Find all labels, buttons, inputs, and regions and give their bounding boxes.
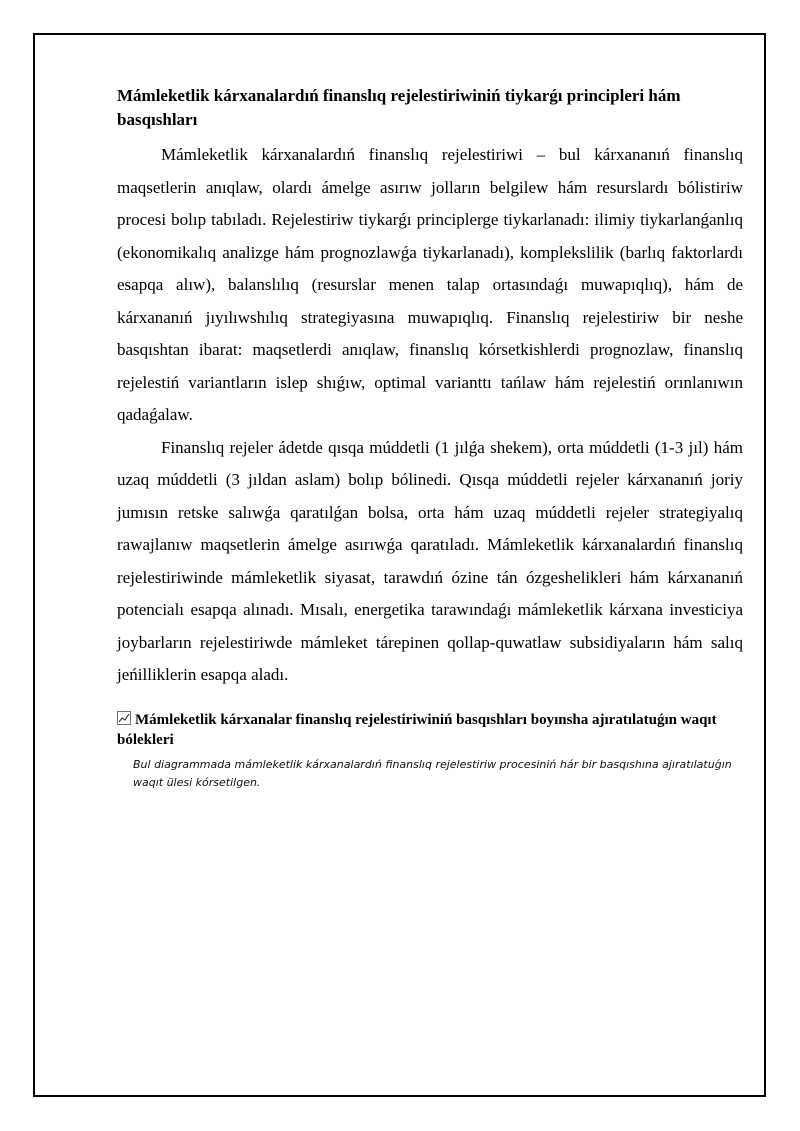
document-body — [117, 84, 743, 792]
paragraph-principles: Mámleketlik kárxanalardıń finanslıq rejelestiriwi – bul kárxananıń finanslıq maqsetlerin anıqlaw, olardı ámelge asırıw jolların belgilew hám resurslardı bólistiriw procesi bolıp tabıladı. Rejelestiriw tiykarǵı principlerge tiykarlanadı: ilimiy tiykarlanǵanlıq (ekonomikalıq analizge hám prognozlawǵa tiykarlanadı), komplekslilik (barlıq faktorlardı esapqa alıw), balanslılıq (resurslar menen talap ortasındaǵı muwapıqlıq), hám de kárxananıń jıyılıwshılıq strategiyasına muwapıqlıq. Finanslıq rejelestiriw bir neshe basqıshtan ibarat: maqsetlerdi anıqlaw, finanslıq kórsetkishlerdi prognozlaw, finanslıq rejelestiń variantların islep shıǵıw, optimal varianttı tańlaw hám rejelestiń orınlanıwın qadaǵalaw. — [117, 145, 743, 424]
figure-title-text: Mámleketlik kárxanalar finanslıq rejelestiriwiniń basqıshları boyınsha ajıratılatuǵın waqıt bólekleri — [117, 711, 717, 748]
chart-increasing-icon — [117, 711, 131, 725]
section-heading: Mámleketlik kárxanalardıń finanslıq rejelestiriwiniń tiykarǵı principleri hám basqıshları — [117, 86, 681, 129]
paragraph-plan-types: Finanslıq rejeler ádetde qısqa múddetli (1 jılǵa shekem), orta múddetli (1-3 jıl) hám uzaq múddetli (3 jıldan aslam) bolıp bólinedi. Qısqa múddetli rejeler kárxananıń joriy jumısın retske salıwǵa qaratılǵan bolsa, orta hám uzaq múddetli rejeler strategiyalıq rawajlanıw maqsetlerin ámelge asırıwǵa qaratıladı. Mámleketlik kárxanalardıń finanslıq rejelestiriwinde mámleketlik siyasat, tarawdıń ózine tán ózgeshelikleri hám kárxananıń potencialı esapqa alınadı. Mısalı, energetika tarawındaǵı mámleketlik kárxana investiciya joybarların rejelestiriwde mámleket tárepinen qollap-quwatlaw subsidiyaların hám salıq jeńilliklerin esapqa aladı. — [117, 437, 743, 684]
figure-caption: Bul diagrammada mámleketlik kárxanalardıń finanslıq rejelestiriw procesiniń hár bir basqıshına ajıratılatuǵın waqıt ülesi kórsetilgen. — [133, 757, 732, 789]
figure-title — [117, 710, 743, 750]
